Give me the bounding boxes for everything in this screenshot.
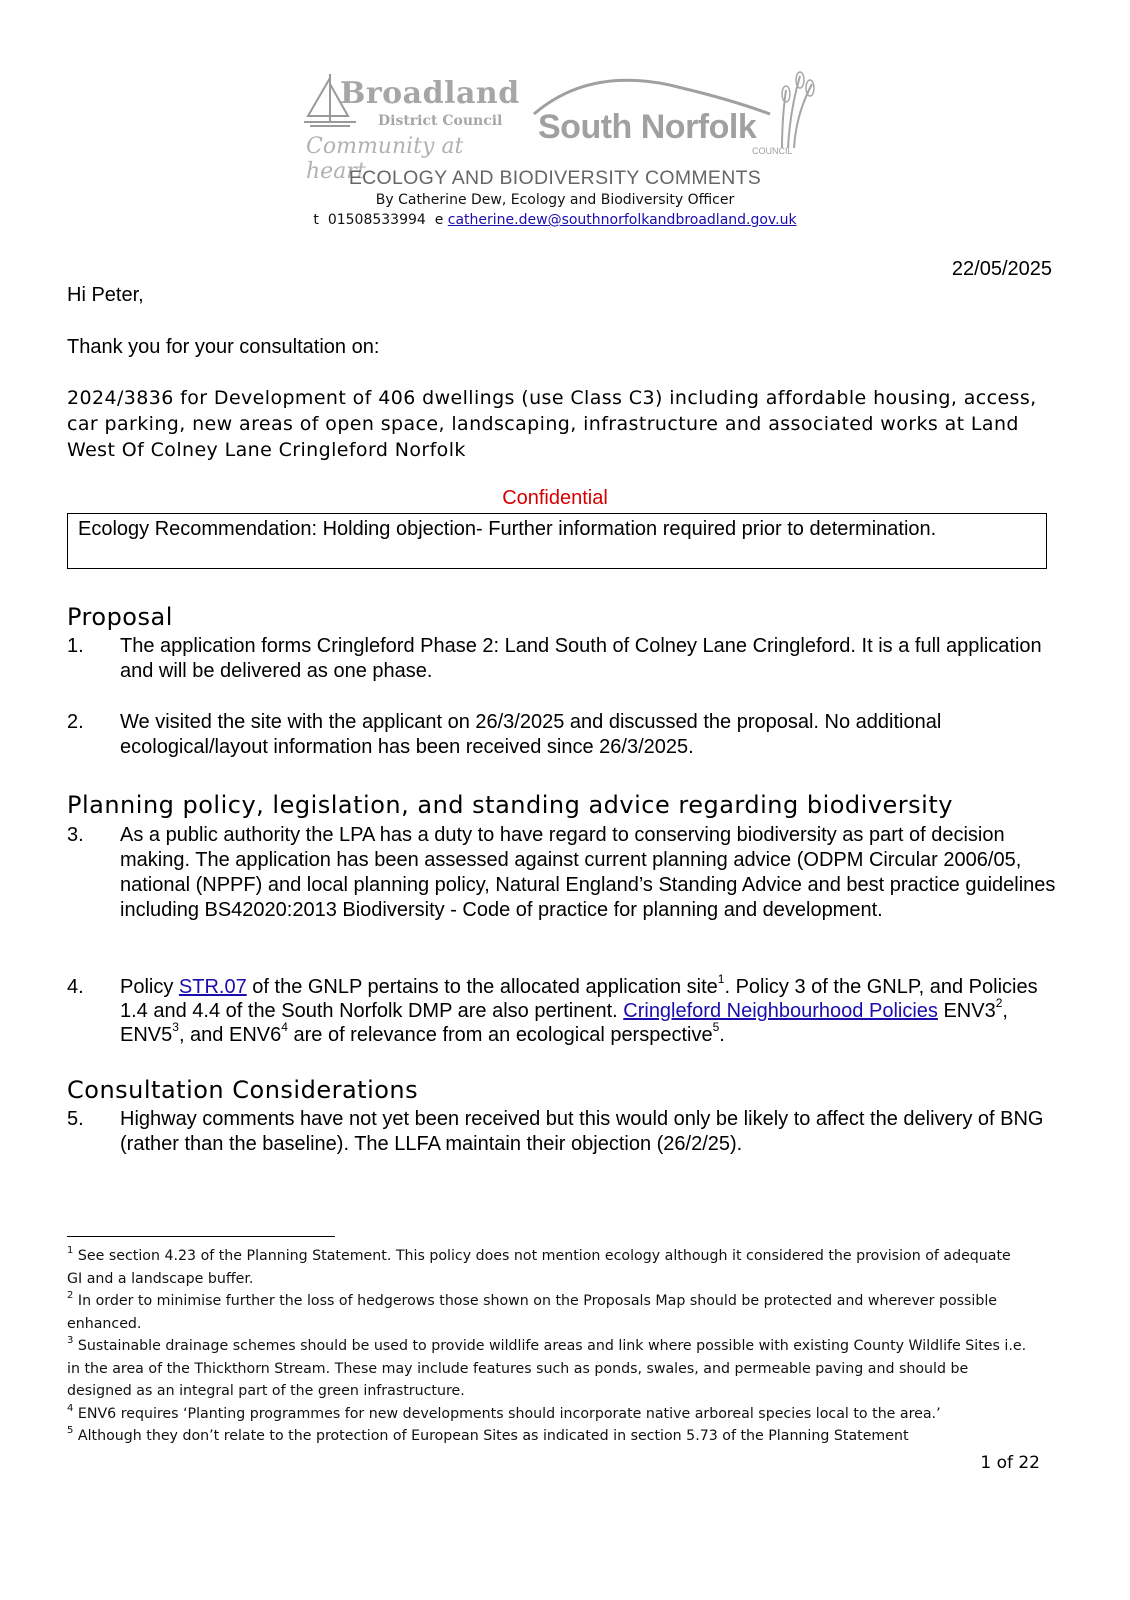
footnote-ref: 4 bbox=[281, 1020, 288, 1035]
item-number: 4. bbox=[67, 976, 84, 998]
item-number: 3. bbox=[67, 824, 84, 846]
letter-date: 22/05/2025 bbox=[951, 258, 1052, 280]
footnotes bbox=[67, 1245, 1027, 1448]
item-text: As a public authority the LPA has a duty to have regard to conserving biodiversity as part of decision making. The application has been assessed against current planning advice (ODPM Circular 2006/05, national (NPPF) and local planning policy, Natural England’s Standing Advice and best practice guidelines including BS42020:2013 Biodiversity - Code of practice for planning and development. bbox=[120, 824, 1056, 921]
footnote: $^3$ Sustainable drainage schemes should be used to provide wildlife areas and link where possible with existing County Wildlife Sites i.e. in the area of the Thickthorn Stream. These may include features such as ponds, swales, and permeable paving and should be designed as an integral part of the green infrastructure. bbox=[67, 1335, 1027, 1399]
south-norfolk-logo bbox=[532, 70, 822, 160]
document-title: ECOLOGY AND BIODIVERSITY COMMENTS bbox=[348, 167, 762, 189]
phone-prefix: t bbox=[313, 212, 319, 228]
email-prefix: e bbox=[434, 212, 444, 228]
wheat-icon bbox=[760, 70, 820, 150]
page-number: 1 of 22 bbox=[980, 1453, 1040, 1473]
footnote-ref: 5 bbox=[712, 1020, 720, 1035]
broadland-name: Broadland bbox=[340, 76, 520, 111]
contact-line bbox=[0, 212, 1110, 228]
greeting: Hi Peter, bbox=[67, 284, 144, 306]
item-text: Policy STR.07 of the GNLP pertains to the allocated application site$^1$. Policy 3 of the GNLP, and Policies 1.4 and 4.4 of the South Norfolk DMP are also pertinent. Cringleford Neighbourhood Policies $ENV3^2$, $ENV5^3$, and $ENV6^4$ are of relevance from an ecological perspective$^5$. bbox=[120, 972, 1038, 1046]
footnote-divider bbox=[67, 1236, 335, 1237]
broadland-logo bbox=[300, 66, 520, 184]
item-number: 2. bbox=[67, 711, 84, 733]
footnote: $^1$ See section 4.23 of the Planning Statement. This policy does not mention ecology although it considered the provision of adequate GI and a landscape buffer. bbox=[67, 1245, 1011, 1287]
item-number: 5. bbox=[67, 1108, 84, 1130]
proposal-heading: Proposal bbox=[67, 603, 173, 631]
list-item bbox=[67, 972, 1057, 1047]
footnote-ref: 3 bbox=[172, 1020, 179, 1035]
email-link[interactable]: catherine.dew@southnorfolkandbroadland.gov.uk bbox=[447, 212, 797, 228]
item-text: We visited the site with the applicant on 26/3/2025 and discussed the proposal. No additional ecological/layout information has been received since 26/3/2025. bbox=[120, 711, 942, 758]
list-item bbox=[67, 1107, 1057, 1157]
str07-link[interactable]: STR.07 bbox=[178, 976, 247, 998]
broadland-tagline: Community at heart bbox=[306, 134, 464, 184]
neighbourhood-policies-link[interactable]: Cringleford Neighbourhood Policies bbox=[623, 1000, 938, 1022]
confidential-label: Confidential bbox=[502, 487, 608, 509]
recommendation-box: Ecology Recommendation: Holding objection- Further information required prior to determination. bbox=[67, 513, 1047, 569]
south-norfolk-sub: COUNCIL bbox=[752, 146, 793, 156]
author-byline: By Catherine Dew, Ecology and Biodiversity Officer bbox=[375, 192, 735, 208]
footnote: $^4$ ENV6 requires ‘Planting programmes for new developments should incorporate native arboreal species local to the area.’ bbox=[67, 1402, 941, 1422]
application-description: 2024/3836 for Development of 406 dwellings (use Class C3) including affordable housing, access, car parking, new areas of open space, landscaping, infrastructure and associated works at Land West Of Colney Lane Cringleford Norfolk bbox=[67, 387, 1037, 461]
consultation-heading: Consultation Considerations bbox=[67, 1076, 419, 1104]
policy-heading: Planning policy, legislation, and standing advice regarding biodiversity bbox=[67, 791, 953, 819]
footnote-ref: 2 bbox=[995, 996, 1003, 1011]
item-number: 1. bbox=[67, 635, 84, 657]
south-norfolk-name: South Norfolk bbox=[538, 108, 757, 146]
footnote: $^2$ In order to minimise further the loss of hedgerows those shown on the Proposals Map should be protected and wherever possible enhanced. bbox=[67, 1290, 998, 1332]
item-text: Highway comments have not yet been received but this would only be likely to affect the delivery of BNG (rather than the baseline). The LLFA maintain their objection (26/2/25). bbox=[120, 1108, 1044, 1155]
broadland-sub: District Council bbox=[378, 113, 503, 129]
intro-line: Thank you for your consultation on: bbox=[67, 336, 380, 358]
footnote: $^5$ Although they don’t relate to the protection of European Sites as indicated in section 5.73 of the Planning Statement bbox=[67, 1425, 909, 1444]
footnote-ref: 1 bbox=[717, 972, 725, 987]
list-item bbox=[67, 710, 1057, 760]
list-item bbox=[67, 823, 1057, 923]
item-text: The application forms Cringleford Phase 2: Land South of Colney Lane Cringleford. It is a full application and will be delivered as one phase. bbox=[120, 635, 1042, 682]
phone-number: 01508533994 bbox=[327, 212, 426, 228]
list-item bbox=[67, 634, 1057, 684]
